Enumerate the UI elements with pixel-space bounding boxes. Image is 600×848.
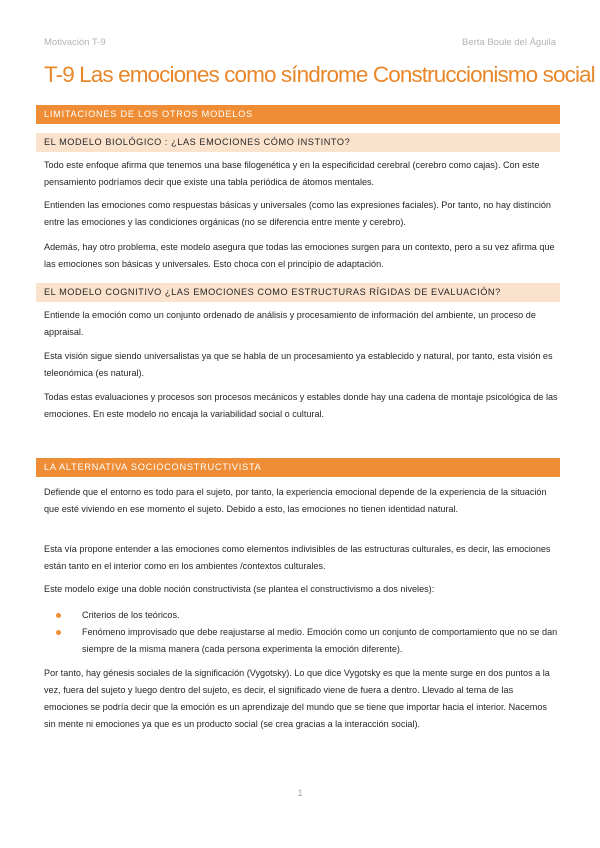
paragraph: Además, hay otro problema, este modelo asegura que todas las emociones surgen para un contexto, pero a su vez afirma que las emociones son básicas y universales. Esto choca con el principio de adaptación.	[44, 242, 555, 269]
document-title: T-9 Las emociones como síndrome Construccionismo social	[44, 62, 595, 87]
bullet-icon	[56, 630, 61, 635]
paragraph: Defiende que el entorno es todo para el sujeto, por tanto, la experiencia emocional depende de la experiencia de la situación que esté viviendo en ese momento el sujeto. Debido a esto, las emociones no tienen identidad natural.	[44, 487, 547, 514]
paragraph: Entiende la emoción como un conjunto ordenado de análisis y procesamiento de información del ambiente, un proceso de appraisal.	[44, 310, 536, 337]
section-heading-limitaciones: LIMITACIONES DE LOS OTROS MODELOS	[36, 105, 560, 124]
page-number: 1	[297, 788, 303, 799]
bullet-icon	[56, 613, 61, 618]
subsection-heading-cognitivo: EL MODELO COGNITIVO ¿LAS EMOCIONES COMO ESTRUCTURAS RÍGIDAS DE EVALUACIÓN?	[36, 283, 560, 302]
list-item-text: Fenómeno improvisado que debe reajustarse al medio. Emoción como un conjunto de comportamiento que no se dan siempre de la misma manera (cada persona experimenta la emoción diferente).	[82, 627, 558, 654]
paragraph: Todo este enfoque afirma que tenemos una base filogenética y en la especificidad cerebral (cerebro como cajas). Con este pensamiento podríamos decir que existe una tabla periódica de átomos mentales.	[44, 160, 540, 187]
running-header-left: Motivación T-9	[44, 37, 106, 48]
list-item-text: Criterios de los teóricos.	[82, 610, 180, 620]
paragraph: Todas estas evaluaciones y procesos son procesos mecánicos y estables donde hay una cadena de montaje psicológica de las emociones. En este modelo no encaja la variabilidad social o cultural.	[44, 392, 558, 419]
paragraph: Esta vía propone entender a las emociones como elementos indivisibles de las estructuras culturales, es decir, las emociones están tanto en el interior como en los ambientes /contextos culturales.	[44, 544, 551, 571]
running-header-right: Berta Boule del Águila	[461, 37, 556, 48]
paragraph: Por tanto, hay génesis sociales de la significación (Vygotsky). Lo que dice Vygotsky es que la mente surge en dos puntos a la vez, fuera del sujeto y luego dentro del sujeto, es decir, el significado viene de fuera a dentro. Llevado al tema de las emociones se podría decir que la emoción es un aprendizaje del mundo que se tiene que importar hacia el interior. Nacemos sin mente ni emociones ya que es un producto social (se crea gracias a la interacción social).	[44, 668, 550, 729]
paragraph: Esta visión sigue siendo universalistas ya que se habla de un procesamiento ya establecido y natural, por tanto, esta visión es teleonómica (es natural).	[44, 351, 553, 378]
paragraph: Entienden las emociones como respuestas básicas y universales (como las expresiones faciales). Por tanto, no hay distinción entre las emociones y las condiciones orgánicas (no se diferencia entre mente y cerebro).	[44, 200, 551, 227]
subsection-heading-biologico: EL MODELO BIOLÓGICO : ¿LAS EMOCIONES CÓMO INSTINTO?	[36, 133, 560, 152]
section-heading-socioconstructivista: LA ALTERNATIVA SOCIOCONSTRUCTIVISTA	[36, 458, 560, 477]
paragraph: Este modelo exige una doble noción constructivista (se plantea el constructivismo a dos niveles):	[44, 584, 435, 594]
